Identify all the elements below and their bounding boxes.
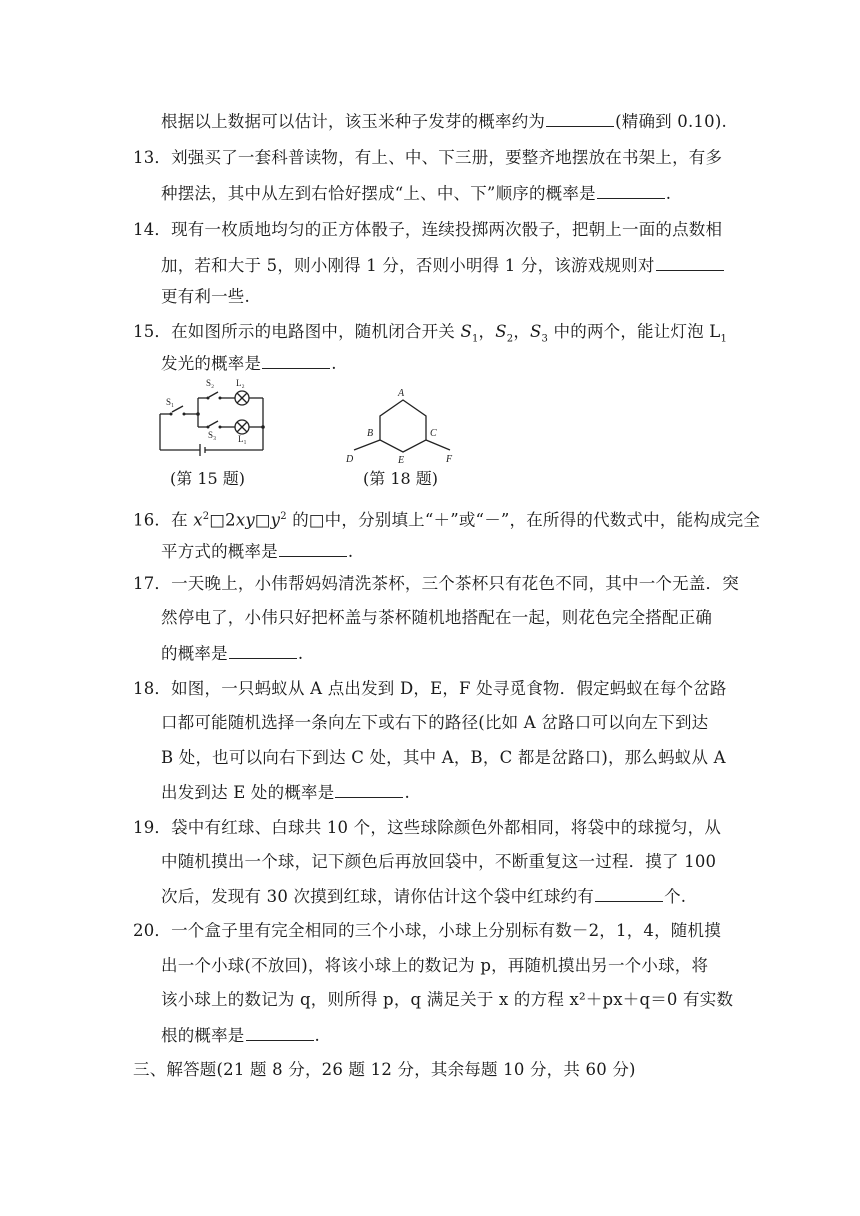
q19-text-end: 个. <box>664 887 687 906</box>
q16-line-2 <box>161 540 353 563</box>
q14-line-2 <box>161 254 725 277</box>
q15-text-1: 15．在如图所示的电路图中，随机闭合开关 <box>133 322 461 341</box>
q18-line-3 <box>161 747 726 769</box>
q15-line-1 <box>133 321 727 350</box>
q20-line-2 <box>161 955 708 977</box>
q16-text-mid: □2 <box>209 510 236 530</box>
q19-text-3: 次后，发现有 30 次摸到红球，请你估计这个袋中红球约有 <box>161 887 595 906</box>
q14-text-3: 更有利一些. <box>161 287 250 306</box>
q20-text-1: 20．一个盒子里有完全相同的三个小球，小球上分别标有数－2，1，4，随机摸 <box>133 921 721 940</box>
q15-line-2 <box>161 352 337 375</box>
answer-blank[interactable] <box>229 642 297 659</box>
q16-sup: 2 <box>280 511 287 522</box>
answer-blank[interactable] <box>335 781 403 798</box>
q12-text: 根据以上数据可以估计，该玉米种子发芽的概率约为 <box>161 112 546 131</box>
q18-line-2 <box>161 712 708 734</box>
q13-text-2: 种摆法，其中从左到右恰好摆成“上、中、下”顺序的概率是 <box>161 184 596 203</box>
label-e: E <box>398 455 405 466</box>
answer-blank[interactable] <box>595 885 663 902</box>
section-3-heading <box>133 1059 636 1081</box>
q19-text-2: 中随机摸出一个球，记下颜色后再放回袋中，不断重复这一过程．摸了 100 <box>161 852 717 871</box>
q12-text-end: (精确到 0.10). <box>615 112 727 131</box>
q18-text-end: . <box>404 783 410 802</box>
q15-sub: 1 <box>720 333 728 345</box>
q20-line-3 <box>161 989 733 1011</box>
q19-text-1: 19．袋中有红球、白球共 10 个，这些球除颜色外都相同，将袋中的球搅匀，从 <box>133 818 722 837</box>
q16-var-xy: xy <box>235 510 255 530</box>
q15-text-end: . <box>331 354 337 373</box>
q13-line-1 <box>133 147 722 169</box>
q17-text-end: . <box>297 644 304 663</box>
q16-text-2: 平方式的概率是 <box>161 542 278 561</box>
q16-sup: 2 <box>202 511 210 522</box>
figure-15-caption: (第 15 题) <box>170 469 246 488</box>
q18-line-1 <box>133 678 727 700</box>
q17-line-1 <box>133 573 739 595</box>
label-s2: S₂ <box>206 378 215 388</box>
label-l1: L₁ <box>238 434 247 444</box>
q13-text-end: . <box>665 184 672 203</box>
q20-line-1 <box>133 920 721 942</box>
q15-sep: ， <box>513 322 531 341</box>
q16-text-end: . <box>347 542 354 561</box>
q15-sub: 3 <box>541 333 549 345</box>
hexagon-path-diagram <box>340 386 470 466</box>
q13-text-1: 13．刘强买了一套科普读物，有上、中、下三册，要整齐地摆放在书架上，有多 <box>133 148 723 167</box>
label-a: A <box>398 388 405 399</box>
q19-line-2 <box>161 851 716 873</box>
q19-line-3 <box>161 885 686 908</box>
q20-line-4 <box>161 1024 320 1047</box>
label-c: C <box>430 428 437 439</box>
q20-text-3: 该小球上的数记为 q，则所得 p，q 满足关于 x 的方程 x²＋px＋q＝0 有实数 <box>161 990 734 1009</box>
q15-switch-s3: S <box>530 322 542 341</box>
q17-line-2 <box>161 607 712 629</box>
q17-text-2: 然停电了，小伟只好把杯盖与茶杯随机地搭配在一起，则花色完全搭配正确 <box>161 608 713 627</box>
q15-text-1b: 中的两个，能让灯泡 L <box>548 322 721 341</box>
q18-text-1: 18．如图，一只蚂蚁从 A 点出发到 D，E，F 处寻觅食物．假定蚂蚁在每个岔路 <box>133 679 727 698</box>
q15-sub: 2 <box>506 333 514 345</box>
answer-blank[interactable] <box>656 254 724 271</box>
section-3-text: 三、解答题(21 题 8 分，26 题 12 分，其余每题 10 分，共 60 分) <box>133 1060 636 1079</box>
label-s3: S₃ <box>208 430 217 440</box>
label-d: D <box>346 454 354 465</box>
q15-text-2: 发光的概率是 <box>161 354 262 373</box>
q14-text-2: 加，若和大于 5，则小刚得 1 分，否则小明得 1 分，该游戏规则对 <box>161 256 655 275</box>
q15-sep: ， <box>478 322 496 341</box>
label-s1: S₁ <box>166 397 175 407</box>
q13-line-2 <box>161 182 671 205</box>
q20-text-4: 根的概率是 <box>161 1026 245 1045</box>
q16-var-x: x <box>193 510 203 530</box>
q18-line-4 <box>161 781 410 804</box>
q16-text-post: 的□中，分别填上“＋”或“－”，在所得的代数式中，能构成完全 <box>286 510 761 530</box>
q20-text-2: 出一个小球(不放回)，将该小球上的数记为 p，再随机摸出另一个小球，将 <box>161 956 709 975</box>
label-f: F <box>446 454 453 465</box>
q12-tail-line <box>161 110 727 133</box>
q16-box: □ <box>254 510 271 530</box>
q16-text-pre: 16．在 <box>133 510 194 530</box>
q17-text-3: 的概率是 <box>161 644 228 663</box>
answer-blank[interactable] <box>246 1024 314 1041</box>
q15-switch-s2: S <box>495 322 507 341</box>
label-l2: L₂ <box>236 378 245 388</box>
answer-blank[interactable] <box>597 182 665 199</box>
q15-switch-s1: S <box>460 322 472 341</box>
q20-text-end: . <box>314 1026 320 1045</box>
answer-blank[interactable] <box>279 540 347 557</box>
q15-sub: 1 <box>471 333 479 345</box>
q14-line-3 <box>161 286 250 308</box>
circuit-diagram <box>150 374 275 460</box>
q17-line-3 <box>161 642 303 665</box>
q17-text-1: 17．一天晚上，小伟帮妈妈清洗茶杯，三个茶杯只有花色不同，其中一个无盖．突 <box>133 574 739 593</box>
q16-line-1 <box>133 506 760 532</box>
q18-text-2: 口都可能随机选择一条向左下或右下的路径(比如 A 岔路口可以向左下到达 <box>161 713 709 732</box>
q14-line-1 <box>133 219 722 241</box>
q16-var-y: y <box>270 510 281 530</box>
answer-blank[interactable] <box>546 110 614 127</box>
figure-18-caption: (第 18 题) <box>363 469 439 488</box>
q18-text-4: 出发到达 E 处的概率是 <box>161 783 335 802</box>
label-b: B <box>367 428 374 439</box>
q18-text-3: B 处，也可以向右下到达 C 处，其中 A，B，C 都是岔路口)，那么蚂蚁从 A <box>161 748 726 767</box>
answer-blank[interactable] <box>262 352 330 369</box>
q19-line-1 <box>133 817 721 839</box>
q14-text-1: 14．现有一枚质地均匀的正方体骰子，连续投掷两次骰子，把朝上一面的点数相 <box>133 220 723 239</box>
